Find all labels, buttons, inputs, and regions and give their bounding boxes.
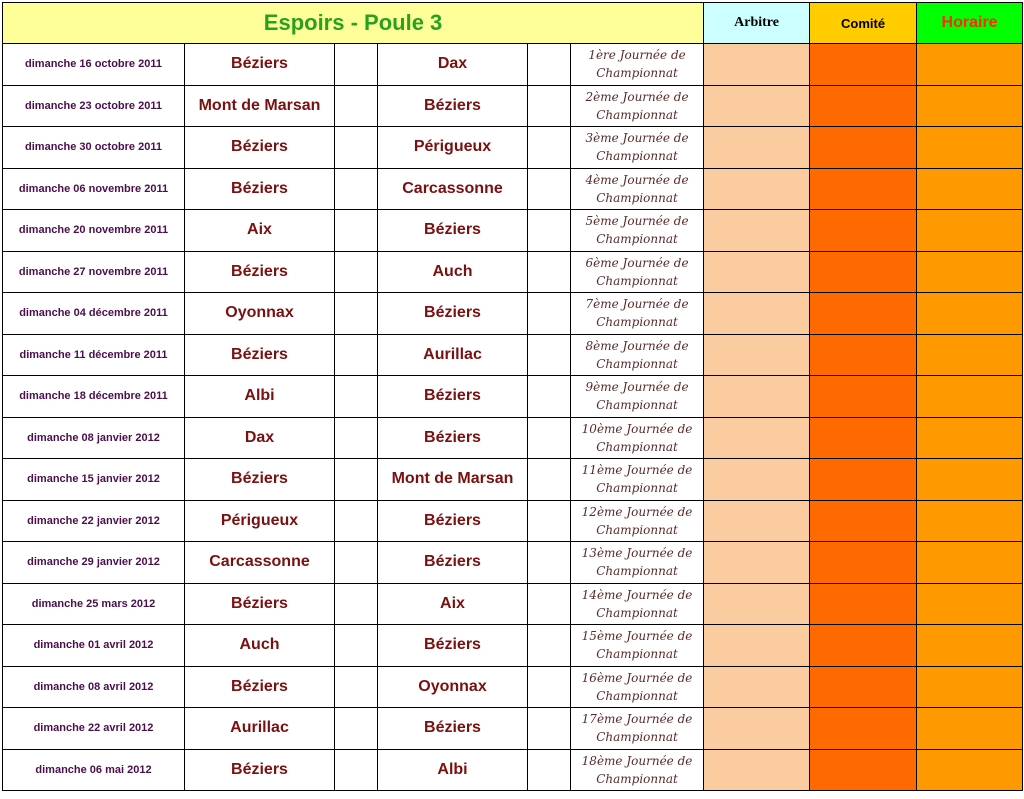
round-line-2: Championnat [596,232,678,247]
home-team: Béziers [185,749,335,791]
round-line-2: Championnat [596,149,678,164]
away-team: Oyonnax [378,666,528,708]
match-row [3,542,1023,584]
match-date: dimanche 06 mai 2012 [3,749,185,791]
round-line-1: 11ème Journée de [581,463,693,478]
match-row [3,666,1023,708]
round-label [571,417,704,459]
arbitre-cell [704,625,810,667]
arbitre-cell [704,334,810,376]
match-row [3,583,1023,625]
round-line-2: Championnat [596,107,678,122]
arbitre-cell [704,293,810,335]
away-team: Béziers [378,85,528,127]
away-team: Béziers [378,500,528,542]
horaire-cell [917,168,1023,210]
home-team: Béziers [185,127,335,169]
home-score-cell [335,168,378,210]
match-row [3,127,1023,169]
home-team: Béziers [185,334,335,376]
home-score-cell [335,376,378,418]
round-line-1: 7ème Journée de [585,297,689,312]
match-row [3,500,1023,542]
away-team: Dax [378,44,528,86]
round-label [571,666,704,708]
away-score-cell [528,583,571,625]
away-team: Mont de Marsan [378,459,528,501]
home-score-cell [335,251,378,293]
round-line-2: Championnat [596,730,678,745]
round-line-2: Championnat [596,605,678,620]
match-date: dimanche 23 octobre 2011 [3,85,185,127]
home-team: Béziers [185,459,335,501]
horaire-cell [917,334,1023,376]
away-score-cell [528,625,571,667]
arbitre-cell [704,583,810,625]
round-label [571,708,704,750]
match-date: dimanche 01 avril 2012 [3,625,185,667]
round-line-1: 8ème Journée de [585,338,689,353]
comite-cell [810,666,917,708]
comite-cell [810,459,917,501]
arbitre-cell [704,168,810,210]
away-score-cell [528,542,571,584]
horaire-cell [917,625,1023,667]
comite-cell [810,293,917,335]
round-line-2: Championnat [596,771,678,786]
match-date: dimanche 15 janvier 2012 [3,459,185,501]
horaire-cell [917,293,1023,335]
round-label [571,334,704,376]
home-score-cell [335,666,378,708]
match-row [3,417,1023,459]
arbitre-cell [704,459,810,501]
arbitre-cell [704,85,810,127]
match-row [3,459,1023,501]
away-team: Béziers [378,708,528,750]
away-team: Béziers [378,293,528,335]
away-score-cell [528,666,571,708]
horaire-cell [917,85,1023,127]
round-line-2: Championnat [596,66,678,81]
away-score-cell [528,251,571,293]
comite-cell [810,749,917,791]
comite-cell [810,210,917,252]
home-score-cell [335,85,378,127]
horaire-header: Horaire [917,3,1023,44]
match-row [3,708,1023,750]
away-score-cell [528,376,571,418]
match-row [3,85,1023,127]
comite-cell [810,376,917,418]
round-line-1: 2ème Journée de [585,89,689,104]
match-row [3,293,1023,335]
round-label [571,293,704,335]
horaire-cell [917,251,1023,293]
arbitre-cell [704,542,810,584]
horaire-cell [917,44,1023,86]
round-line-1: 14ème Journée de [581,587,693,602]
match-date: dimanche 08 janvier 2012 [3,417,185,459]
match-date: dimanche 06 novembre 2011 [3,168,185,210]
home-team: Oyonnax [185,293,335,335]
home-score-cell [335,334,378,376]
round-label [571,251,704,293]
round-label [571,85,704,127]
home-score-cell [335,459,378,501]
match-date: dimanche 18 décembre 2011 [3,376,185,418]
away-score-cell [528,459,571,501]
horaire-cell [917,459,1023,501]
arbitre-cell [704,44,810,86]
round-line-2: Championnat [596,398,678,413]
round-label [571,168,704,210]
match-date: dimanche 30 octobre 2011 [3,127,185,169]
comite-cell [810,625,917,667]
round-label [571,44,704,86]
comite-cell [810,251,917,293]
horaire-cell [917,500,1023,542]
match-date: dimanche 22 avril 2012 [3,708,185,750]
horaire-cell [917,583,1023,625]
round-line-1: 18ème Journée de [581,753,693,768]
horaire-cell [917,542,1023,584]
round-line-1: 6ème Journée de [585,255,689,270]
away-score-cell [528,749,571,791]
horaire-cell [917,127,1023,169]
away-team: Béziers [378,376,528,418]
arbitre-cell [704,500,810,542]
home-score-cell [335,127,378,169]
home-team: Aix [185,210,335,252]
comite-cell [810,417,917,459]
round-line-1: 15ème Journée de [581,629,693,644]
round-label [571,583,704,625]
home-score-cell [335,583,378,625]
horaire-cell [917,666,1023,708]
match-date: dimanche 29 janvier 2012 [3,542,185,584]
round-line-2: Championnat [596,647,678,662]
away-team: Carcassonne [378,168,528,210]
comite-cell [810,168,917,210]
home-team: Périgueux [185,500,335,542]
away-team: Béziers [378,625,528,667]
home-team: Albi [185,376,335,418]
horaire-cell [917,210,1023,252]
home-score-cell [335,500,378,542]
away-score-cell [528,708,571,750]
away-team: Périgueux [378,127,528,169]
away-team: Albi [378,749,528,791]
arbitre-cell [704,376,810,418]
away-score-cell [528,334,571,376]
round-line-2: Championnat [596,522,678,537]
arbitre-cell [704,417,810,459]
round-line-2: Championnat [596,190,678,205]
home-team: Carcassonne [185,542,335,584]
round-label [571,500,704,542]
home-score-cell [335,708,378,750]
comite-cell [810,583,917,625]
arbitre-cell [704,666,810,708]
match-row [3,625,1023,667]
round-line-1: 17ème Journée de [581,712,693,727]
arbitre-cell [704,127,810,169]
away-score-cell [528,44,571,86]
match-row [3,251,1023,293]
round-line-1: 16ème Journée de [581,670,693,685]
match-row [3,168,1023,210]
round-line-1: 13ème Journée de [581,546,693,561]
round-line-1: 3ème Journée de [585,131,689,146]
round-label [571,542,704,584]
comite-cell [810,127,917,169]
poule-title: Espoirs - Poule 3 [3,3,704,44]
round-line-2: Championnat [596,439,678,454]
home-team: Béziers [185,666,335,708]
comite-cell [810,542,917,584]
round-line-2: Championnat [596,688,678,703]
arbitre-cell [704,708,810,750]
arbitre-cell [704,210,810,252]
home-score-cell [335,44,378,86]
arbitre-cell [704,749,810,791]
home-score-cell [335,210,378,252]
home-score-cell [335,417,378,459]
match-row [3,376,1023,418]
round-label [571,376,704,418]
away-score-cell [528,127,571,169]
round-label [571,210,704,252]
away-score-cell [528,210,571,252]
round-line-1: 12ème Journée de [581,504,693,519]
match-row [3,44,1023,86]
home-team: Auch [185,625,335,667]
round-label [571,127,704,169]
home-team: Aurillac [185,708,335,750]
away-score-cell [528,293,571,335]
away-score-cell [528,417,571,459]
match-date: dimanche 22 janvier 2012 [3,500,185,542]
away-team: Auch [378,251,528,293]
round-line-2: Championnat [596,273,678,288]
home-score-cell [335,625,378,667]
arbitre-header: Arbitre [704,3,810,44]
home-score-cell [335,293,378,335]
home-team: Béziers [185,251,335,293]
round-line-2: Championnat [596,564,678,579]
round-line-1: 5ème Journée de [585,214,689,229]
comite-cell [810,85,917,127]
match-row [3,210,1023,252]
match-date: dimanche 16 octobre 2011 [3,44,185,86]
round-line-1: 10ème Journée de [581,421,693,436]
home-team: Mont de Marsan [185,85,335,127]
round-label [571,749,704,791]
schedule-table [2,2,1023,791]
away-team: Béziers [378,210,528,252]
horaire-cell [917,376,1023,418]
home-team: Béziers [185,44,335,86]
away-score-cell [528,85,571,127]
away-score-cell [528,500,571,542]
home-team: Béziers [185,168,335,210]
round-line-1: 4ème Journée de [585,172,689,187]
header-row [3,3,1023,44]
away-team: Béziers [378,542,528,584]
match-date: dimanche 27 novembre 2011 [3,251,185,293]
round-line-2: Championnat [596,315,678,330]
match-row [3,334,1023,376]
comite-cell [810,500,917,542]
round-line-1: 1ère Journée de [588,48,686,63]
match-date: dimanche 04 décembre 2011 [3,293,185,335]
home-score-cell [335,749,378,791]
comite-cell [810,708,917,750]
comite-cell [810,334,917,376]
round-line-1: 9ème Journée de [585,380,689,395]
match-date: dimanche 20 novembre 2011 [3,210,185,252]
round-line-2: Championnat [596,356,678,371]
round-label [571,459,704,501]
horaire-cell [917,708,1023,750]
away-team: Béziers [378,417,528,459]
match-date: dimanche 11 décembre 2011 [3,334,185,376]
home-team: Béziers [185,583,335,625]
arbitre-cell [704,251,810,293]
away-team: Aurillac [378,334,528,376]
horaire-cell [917,749,1023,791]
away-team: Aix [378,583,528,625]
round-line-2: Championnat [596,481,678,496]
horaire-cell [917,417,1023,459]
home-score-cell [335,542,378,584]
match-date: dimanche 08 avril 2012 [3,666,185,708]
comite-cell [810,44,917,86]
match-row [3,749,1023,791]
away-score-cell [528,168,571,210]
comite-header: Comité [810,3,917,44]
match-date: dimanche 25 mars 2012 [3,583,185,625]
home-team: Dax [185,417,335,459]
round-label [571,625,704,667]
